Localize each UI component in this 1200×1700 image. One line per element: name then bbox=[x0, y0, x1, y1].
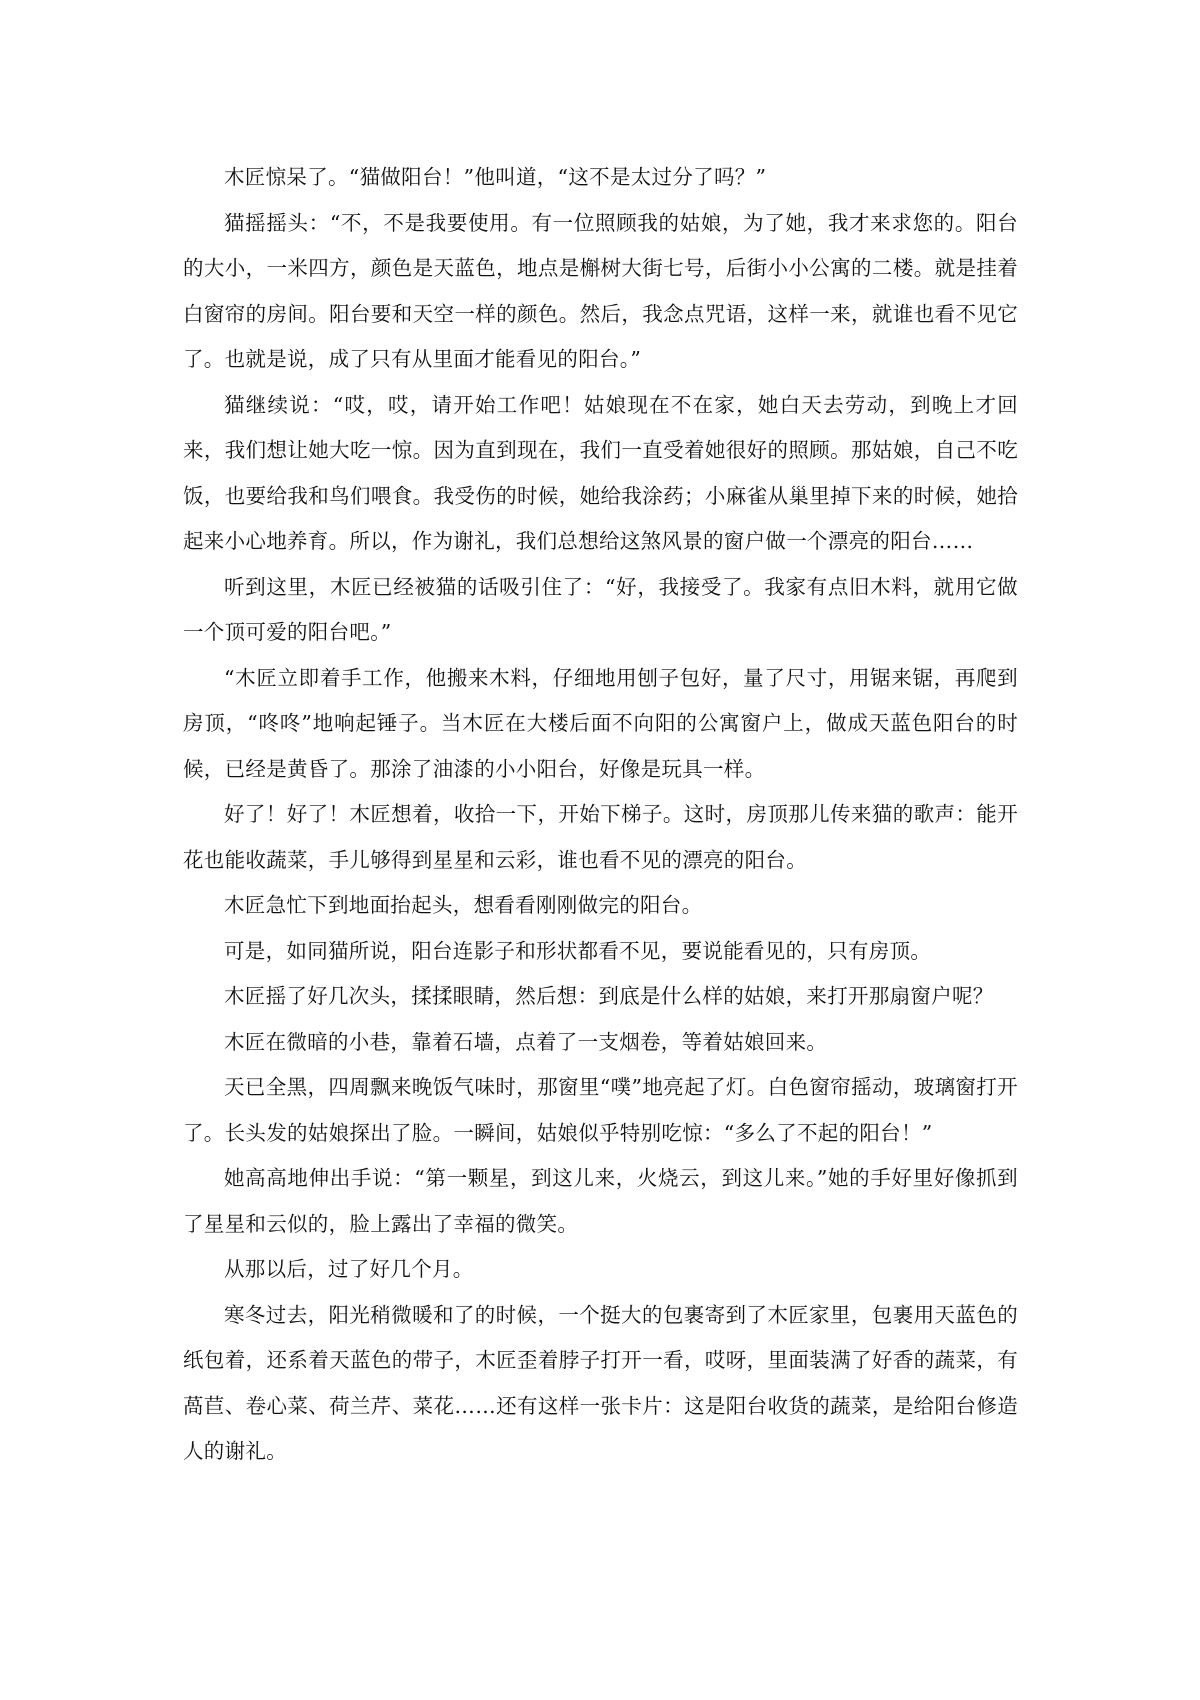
paragraph-12: 她高高地伸出手说：“第一颗星，到这儿来，火烧云，到这儿来。”她的手好里好像抓到了星星和云似的，脸上露出了幸福的微笑。 bbox=[183, 1166, 1018, 1236]
paragraph-13: 从那以后，过了好几个月。 bbox=[224, 1257, 474, 1281]
paragraph-3: 猫继续说：“哎，哎，请开始工作吧！姑娘现在不在家，她白天去劳动，到晚上才回来，我们想让她大吃一惊。因为直到现在，我们一直受着她很好的照顾。那姑娘，自己不吃饭，也要给我和鸟们喂食。我受伤的时候，她给我涂药；小麻雀从巢里掉下来的时候，她拾起来小心地养育。所以，作为谢礼，我们总想给这煞风景的窗户做一个漂亮的阳台…… bbox=[183, 392, 1018, 553]
paragraph-1: 木匠惊呆了。“猫做阳台！”他叫道，“这不是太过分了吗？” bbox=[224, 165, 767, 189]
paragraph-9: 木匠摇了好几次头，揉揉眼睛，然后想：到底是什么样的姑娘，来打开那扇窗户呢？ bbox=[224, 984, 994, 1008]
paragraph-8: 可是，如同猫所说，阳台连影子和形状都看不见，要说能看见的，只有房顶。 bbox=[224, 938, 932, 963]
paragraph-5: “木匠立即着手工作，他搬来木料，仔细地用刨子包好，量了尺寸，用锯来锯，再爬到房顶，“咚咚”地响起锤子。当木匠在大楼后面不向阳的公寓窗户上，做成天蓝色阳台的时候，已经是黄昏了。那涂了油漆的小小阳台，好像是玩具一样。 bbox=[183, 665, 1018, 781]
paragraph-6: 好了！好了！木匠想着，收拾一下，开始下梯子。这时，房顶那儿传来猫的歌声：能开花也能收蔬菜，手儿够得到星星和云彩，谁也看不见的漂亮的阳台。 bbox=[183, 802, 1018, 872]
paragraph-10: 木匠在微暗的小巷，靠着石墙，点着了一支烟卷，等着姑娘回来。 bbox=[224, 1029, 828, 1054]
paragraph-7: 木匠急忙下到地面抬起头，想看看刚刚做完的阳台。 bbox=[224, 893, 703, 917]
paragraph-4: 听到这里，木匠已经被猫的话吸引住了：“好，我接受了。我家有点旧木料，就用它做一个顶可爱的阳台吧。” bbox=[183, 574, 1018, 644]
document-body bbox=[183, 155, 1018, 1475]
paragraph-14: 寒冬过去，阳光稍微暖和了的时候，一个挺大的包裹寄到了木匠家里，包裹用天蓝色的纸包着，还系着天蓝色的带子，木匠歪着脖子打开一看，哎呀，里面装满了好香的蔬菜，有萵苣、卷心菜、荷兰芹、菜花……还有这样一张卡片：这是阳台收货的蔬菜，是给阳台修造人的谢礼。 bbox=[183, 1302, 1018, 1463]
paragraph-2: 猫摇摇头：“不，不是我要使用。有一位照顾我的姑娘，为了她，我才来求您的。阳台的大小，一米四方，颜色是天蓝色，地点是槲树大街七号，后街小小公寓的二楼。就是挂着白窗帘的房间。阳台要和天空一样的颜色。然后，我念点咒语，这样一来，就谁也看不见它了。也就是说，成了只有从里面才能看见的阳台。” bbox=[183, 210, 1018, 371]
paragraph-11: 天已全黑，四周飘来晚饭气味时，那窗里“噗”地亮起了灯。白色窗帘摇动，玻璃窗打开了。长头发的姑娘探出了脸。一瞬间，姑娘似乎特别吃惊：“多么了不起的阳台！” bbox=[183, 1075, 1018, 1145]
